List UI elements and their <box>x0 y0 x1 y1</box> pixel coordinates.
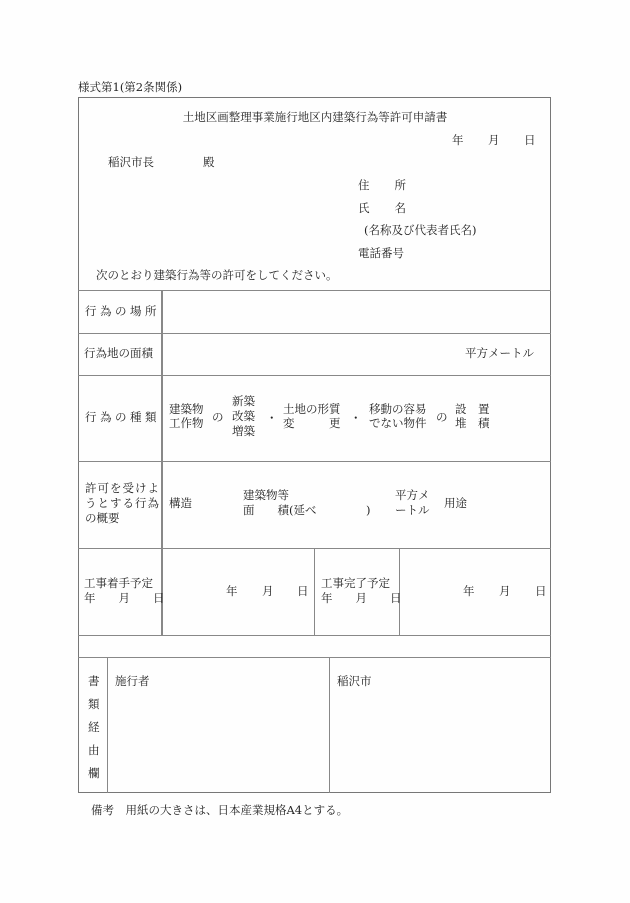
end-month[interactable]: 月 <box>499 584 511 598</box>
floor-area-field[interactable] <box>318 498 362 518</box>
address-label <box>358 180 406 192</box>
floor-area-unit-2: ートル <box>395 503 430 517</box>
end-label-1: 工事完了予定 <box>321 576 390 590</box>
start-year[interactable]: 年 <box>226 584 238 598</box>
name-label-2: 名 <box>394 201 406 215</box>
routing-label-1: 書 <box>88 674 100 688</box>
routing-label-5: 欄 <box>88 766 100 780</box>
address-label-1: 住 <box>358 178 370 192</box>
end-day[interactable]: 日 <box>535 584 547 598</box>
floor-area-paren: ) <box>366 503 371 517</box>
form-number: 様式第1(第2条関係) <box>78 80 183 94</box>
type-action-install: 設 置 <box>455 402 490 416</box>
start-month[interactable]: 月 <box>262 584 274 598</box>
address-label-2: 所 <box>394 178 406 192</box>
request-text: 次のとおり建築行為等の許可をしてください。 <box>96 268 338 282</box>
summary-label-2: うとする行為 <box>85 496 160 510</box>
start-label-2: 年 月 日 <box>84 591 165 605</box>
type-separator-1: ・ <box>266 411 278 425</box>
date-day: 日 <box>524 133 536 147</box>
phone-label: 電話番号 <box>358 246 404 260</box>
floor-area-unit-1: 平方メ <box>395 488 430 502</box>
city-label: 稲沢市 <box>337 674 372 688</box>
name-label <box>358 203 406 215</box>
executor-label: 施行者 <box>115 674 150 688</box>
location-label: 行為の場所 <box>85 304 160 318</box>
type-label: 行為の種類 <box>85 410 160 424</box>
type-group2-b: 変 更 <box>283 416 341 430</box>
structure-label: 構造 <box>169 496 192 510</box>
addressee-honorific: 殿 <box>203 155 215 169</box>
routing-label-3: 経 <box>88 720 100 734</box>
type-action-extend: 増築 <box>232 424 255 438</box>
type-action-pile: 堆 積 <box>455 416 490 430</box>
end-year[interactable]: 年 <box>463 584 475 598</box>
area-unit: 平方メートル <box>465 346 534 360</box>
structure-field[interactable] <box>195 490 235 514</box>
routing-label-4: 由 <box>88 743 100 757</box>
start-day[interactable]: 日 <box>297 584 309 598</box>
type-action-new: 新築 <box>232 394 255 408</box>
type-group1-a: 建築物 <box>169 402 204 416</box>
date-year: 年 <box>452 133 464 147</box>
routing-label-2: 類 <box>88 697 100 711</box>
type-group3-a: 移動の容易 <box>369 402 427 416</box>
end-label-2: 年 月 日 <box>321 591 402 605</box>
type-group3-b: でない物件 <box>369 416 427 430</box>
type-separator-2: ・ <box>350 411 362 425</box>
type-particle-2: の <box>436 410 448 424</box>
form-title: 土地区画整理事業施行地区内建築行為等許可申請書 <box>182 110 448 124</box>
area-field[interactable] <box>166 338 456 370</box>
date-month: 月 <box>488 133 500 147</box>
remarks: 備考 用紙の大きさは、日本産業規格A4とする。 <box>91 803 349 817</box>
floor-area-label-2: 面 積(延べ <box>243 503 317 517</box>
floor-area-label-1: 建築物等 <box>243 488 289 502</box>
type-group1-b: 工作物 <box>169 416 204 430</box>
use-label: 用途 <box>444 496 467 510</box>
type-group2-a: 土地の形質 <box>283 402 341 416</box>
application-form <box>78 97 551 793</box>
summary-label-3: の概要 <box>85 511 120 525</box>
location-field[interactable] <box>166 295 546 329</box>
type-particle-1: の <box>212 410 224 424</box>
name-note: (名称及び代表者氏名) <box>364 223 477 237</box>
type-action-rebuild: 改築 <box>232 409 255 423</box>
addressee-name: 稲沢市長 <box>108 155 154 169</box>
use-field[interactable] <box>472 490 546 514</box>
area-label: 行為地の面積 <box>84 346 153 360</box>
start-label-1: 工事着手予定 <box>84 576 153 590</box>
name-label-1: 氏 <box>358 201 370 215</box>
summary-label-1: 許可を受けよ <box>85 481 160 495</box>
